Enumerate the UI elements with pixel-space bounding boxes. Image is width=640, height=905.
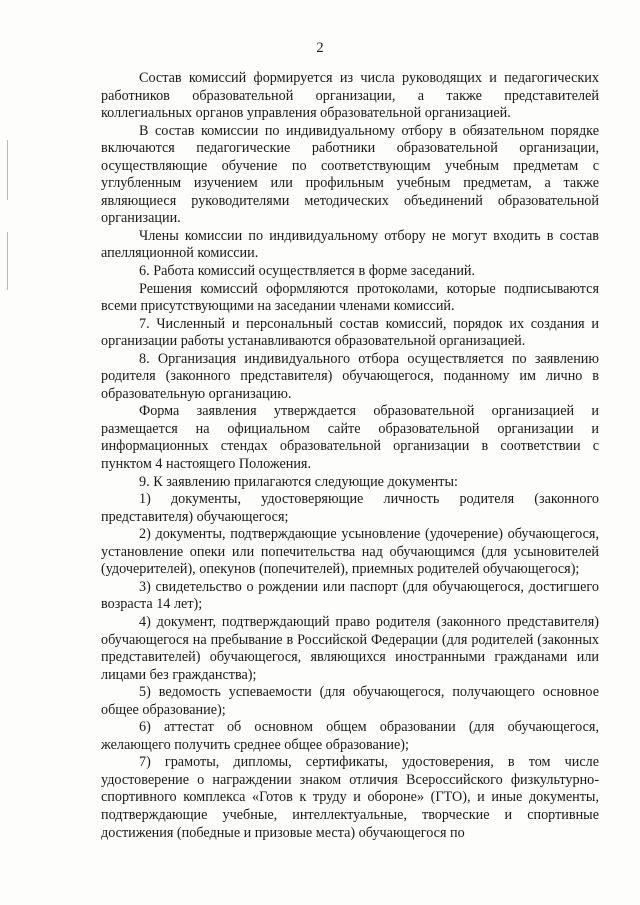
scan-edge-mark [7,232,8,290]
paragraph-item-9: 9. К заявлению прилагаются следующие документы: [139,473,458,490]
document-body [101,70,599,842]
page-number: 2 [316,40,324,56]
list-item-6: 6) аттестат об основном общем образовании (для обучающегося, желающего получить среднее общее образование); [101,719,599,753]
paragraph-appeal-commission-restriction: Члены комиссии по индивидуальному отбору не могут входить в состав апелляционной комиссии. [101,227,599,262]
paragraph-commission-composition: Состав комиссий формируется из числа руководящих и педагогических работников образовательной организации, а также представителей коллегиальных органов управления образовательной организацией. [101,70,599,122]
list-item-7: 7) грамоты, дипломы, сертификаты, удостоверения, в том числе удостоверение о награждении знаком отличия Всероссийского физкультурно-спортивного комплекса «Готов к труду и обороне» (ГТО), и иные документы, подтверждающие учебные, интеллектуальные, творческие и спортивные достижения (победные и призовые места) обучающегося по [101,754,599,841]
paragraph-application-form: Форма заявления утверждается образовательной организацией и размещается на официальном сайте образовательной организации и информационных стендах образовательной организации в соответствии с пунктом 4 настоящего Положения. [101,403,599,473]
paragraph-item-7: 7. Численный и персональный состав комиссий, порядок их создания и организации работы устанавливаются образовательной организацией. [101,315,599,350]
paragraph-selection-commission-members: В состав комиссии по индивидуальному отбору в обязательном порядке включаются педагогические работники образовательной организации, осуществляющие обучение по соответствующим учебным предметам с углубленным изучением или профильным учебным предметам, а также являющиеся руководителями методических объединений образовательной организации. [101,122,599,227]
list-item-4: 4) документ, подтверждающий право родителя (законного представителя) обучающегося на пребывание в Российской Федерации (для родителей (законных представителей) обучающегося, являющихся иностранными гражданами или лицами без гражданства); [101,613,599,683]
paragraph-item-8: 8. Организация индивидуального отбора осуществляется по заявлению родителя (законного представителя) обучающегося, поданному им лично в образовательную организацию. [101,350,599,402]
list-item-2: 2) документы, подтверждающие усыновление (удочерение) обучающегося, установление опеки или попечительства над обучающимся (для усыновителей (удочерителей), опекунов (попечителей), приемных родителей обучающегося); [101,526,599,578]
scan-edge-mark [7,140,8,200]
list-item-1: 1) документы, удостоверяющие личность родителя (законного представителя) обучающегося; [101,491,599,525]
paragraph-item-6: 6. Работа комиссий осуществляется в форме заседаний. [139,263,476,280]
paragraph-decisions-protocols: Решения комиссий оформляются протоколами, которые подписываются всеми присутствующими на заседании членами комиссий. [101,280,599,315]
list-item-5: 5) ведомость успеваемости (для обучающегося, получающего основное общее образование); [101,684,599,718]
list-item-3: 3) свидетельство о рождении или паспорт (для обучающегося, достигшего возраста 14 лет); [101,578,599,613]
